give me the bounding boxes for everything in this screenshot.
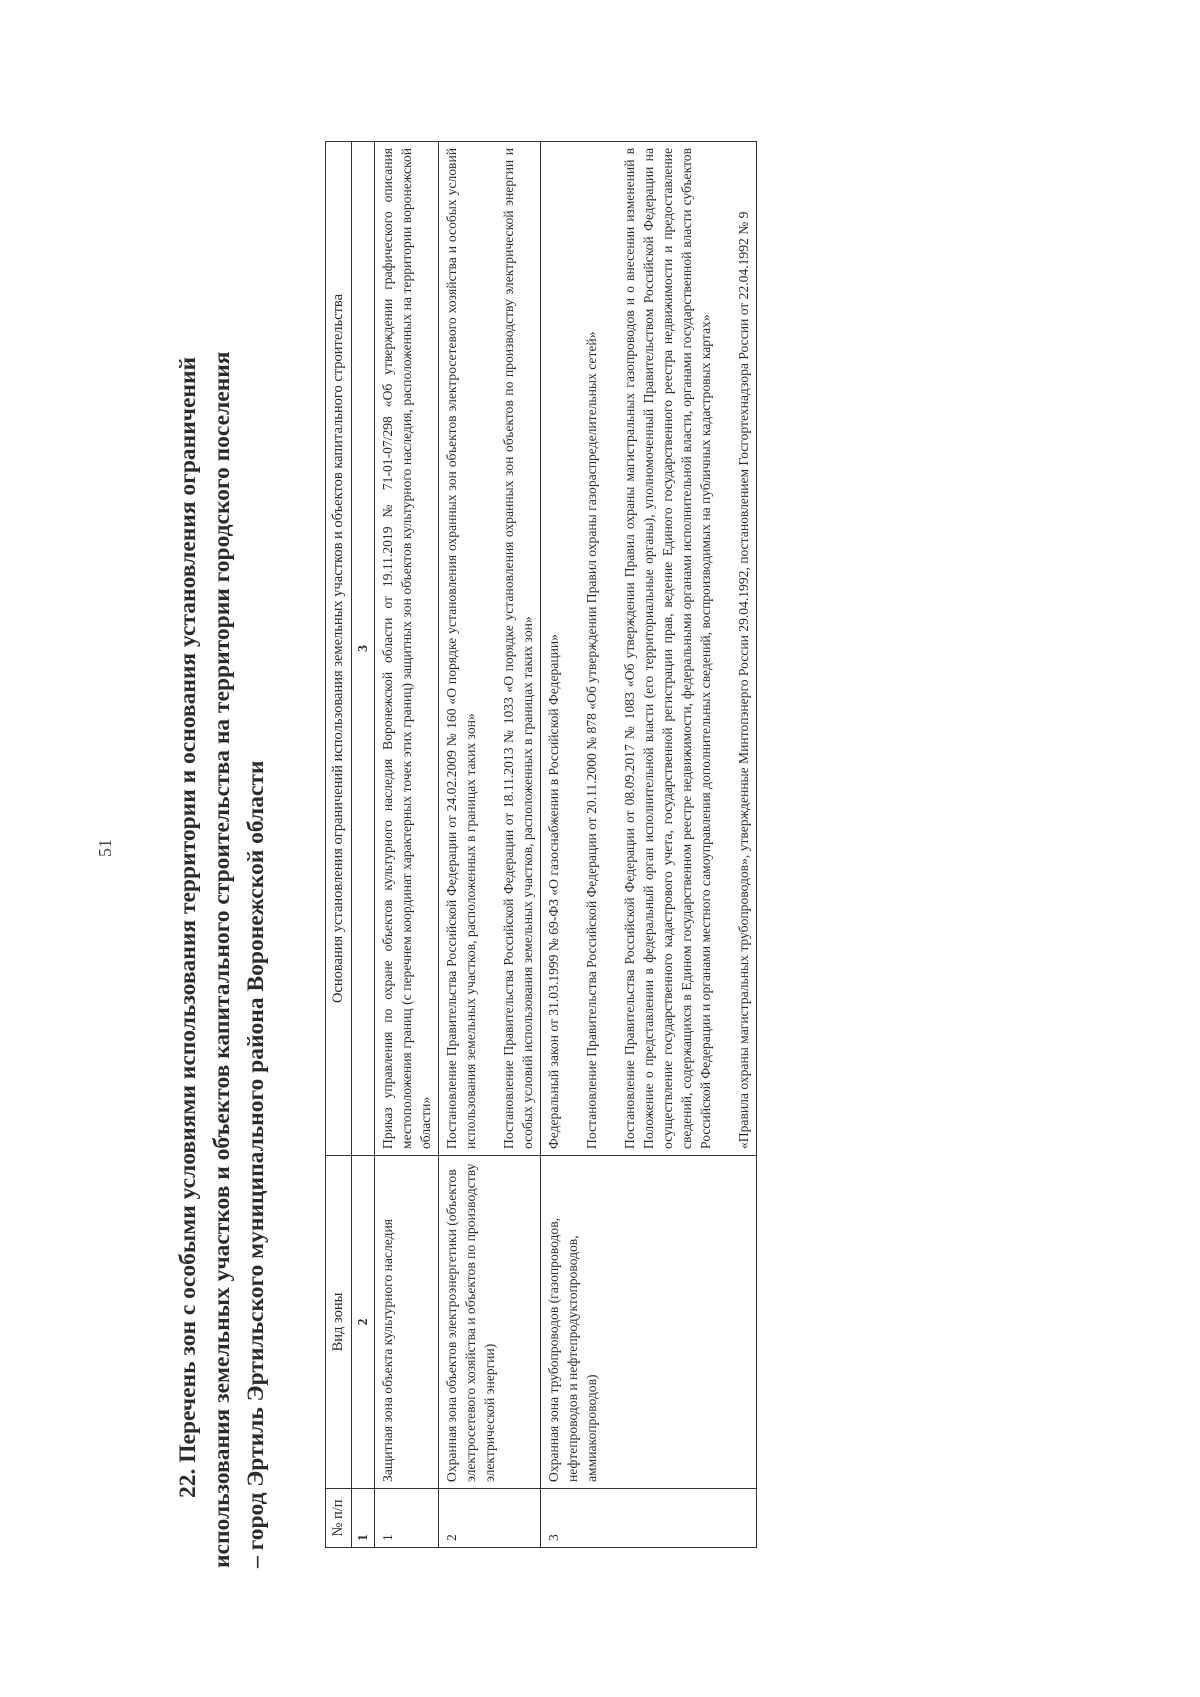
basis-paragraph: Постановление Правительства Российской Федерации от 20.11.2000 № 878 «Об утверждении Правил охраны газораспределительных сетей» bbox=[584, 331, 599, 1149]
basis-cell bbox=[439, 142, 541, 1156]
column-number: 1 bbox=[352, 1489, 375, 1548]
basis-paragraph: Приказ управления по охране объектов культурного наследия Воронежской области от 19.11.2019 № 71-01-07/298 «Об утверждении графического описания местоположения границ (с перечнем координат характерных точек этих границ) защитных зон объектов культурного наследия, расположенных на территории воронежской области» bbox=[380, 148, 433, 1149]
row-number: 3 bbox=[541, 1489, 757, 1548]
column-number: 3 bbox=[352, 142, 375, 1156]
basis-paragraph: Постановление Правительства Российской Федерации от 24.02.2009 № 160 «О порядке установления охранных зон объектов электросетевого хозяйства и особых условий использования земельных участков, расположенных в границах таких зон» bbox=[444, 148, 478, 1149]
basis-paragraph: «Правила охраны магистральных трубопроводов», утвержденные Минтопэнерго России 29.04.1992, постановлением Госгортехнадзора России от 22.04.1992 № 9 bbox=[736, 211, 751, 1149]
table-row bbox=[439, 142, 541, 1548]
title-line-1: 22. Перечень зон с особыми условиями использования территории и основания установления ограничений bbox=[175, 356, 201, 1498]
basis-cell bbox=[541, 142, 757, 1156]
header-num: № п/п bbox=[326, 1489, 352, 1548]
header-zone: Вид зоны bbox=[326, 1156, 352, 1489]
table-row bbox=[541, 142, 757, 1548]
row-number: 1 bbox=[375, 1489, 439, 1548]
column-number: 2 bbox=[352, 1156, 375, 1489]
table-row bbox=[375, 142, 439, 1548]
basis-cell bbox=[375, 142, 439, 1156]
zone-type: Охранная зона объектов электроэнергетики (объектов электросетевого хозяйства и объектов по производству электрической энергии) bbox=[439, 1156, 541, 1489]
document-title bbox=[171, 124, 273, 1568]
zones-table bbox=[325, 141, 757, 1548]
page-number: 51 bbox=[95, 839, 115, 857]
header-basis: Основания установления ограничений использования земельных участков и объектов капитального строительства bbox=[326, 142, 352, 1156]
column-number-row bbox=[352, 142, 375, 1548]
basis-paragraph: Постановление Правительства Российской Федерации от 08.09.2017 № 1083 «Об утверждении Правил охраны магистральных газопроводов и о внесении изменений в Положение о представлении в федеральный орган исполнительной власти (его территориальные органы), уполномоченный Правительством Российской Федерации на осуществление государственного кадастрового учета, государственной регистрации прав, ведение Единого государственного реестра недвижимости и предоставление сведений, содержащихся в Едином государственном реестре недвижимости, федеральными органами исполнительной власти, органами государственной власти субъектов Российской Федерации и органами местного самоуправления дополнительных сведений, воспроизводимых на публичных кадастровых картах» bbox=[622, 148, 713, 1149]
rotated-document-page bbox=[75, 68, 1125, 1628]
zone-type: Защитная зона объекта культурного наследия bbox=[375, 1156, 439, 1489]
row-number: 2 bbox=[439, 1489, 541, 1548]
title-line-3: – город Эртиль Эртильского муниципального района Воронежской области bbox=[243, 760, 269, 1568]
title-line-2: использования земельных участков и объектов капитального строительства на территории городского поселения bbox=[209, 351, 235, 1568]
zone-type: Охранная зона трубопроводов (газопроводов, нефтепроводов и нефтепродуктопроводов, аммиакопроводов) bbox=[541, 1156, 757, 1489]
basis-paragraph: Постановление Правительства Российской Федерации от 18.11.2013 № 1033 «О порядке установления охранных зон объектов по производству электрической энергии и особых условий использования земельных участков, расположенных в границах таких зон» bbox=[501, 148, 535, 1149]
basis-paragraph: Федеральный закон от 31.03.1999 № 69-ФЗ «О газоснабжении в Российской Федерации» bbox=[546, 634, 561, 1149]
table-header-row bbox=[326, 142, 352, 1548]
